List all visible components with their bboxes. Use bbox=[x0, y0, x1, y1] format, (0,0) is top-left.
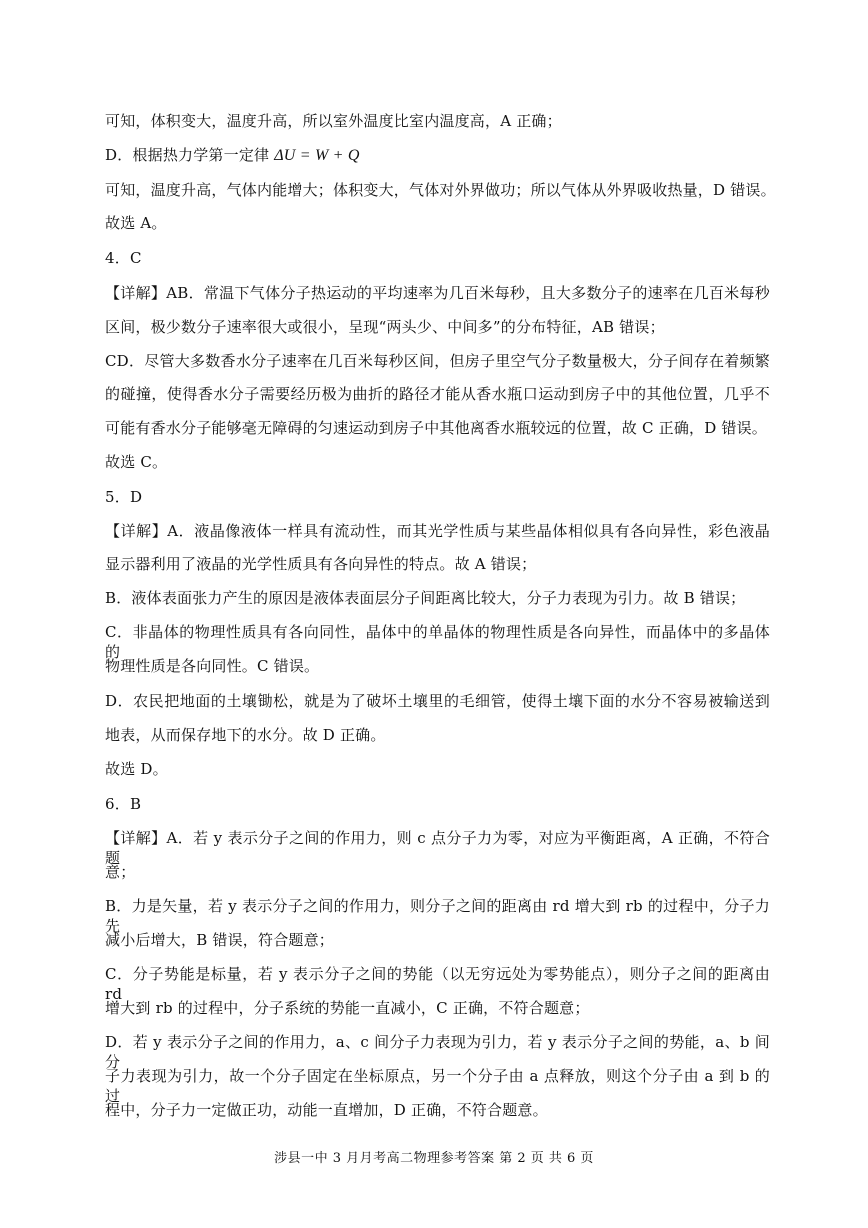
text-line: 增大到 rb 的过程中，分子系统的势能一直减小，C 正确，不符合题意； bbox=[105, 999, 590, 1017]
answer-heading: 6．B bbox=[105, 795, 142, 813]
text-line: C．分子势能是标量，若 y 表示分子之间的势能（以无穷远处为零势能点），则分子之间的距离由 rd bbox=[105, 965, 770, 1003]
formula: ΔU = W + Q bbox=[274, 147, 360, 164]
text-line: 【详解】AB．常温下气体分子热运动的平均速率为几百米每秒，且大多数分子的速率在几百米每秒 bbox=[105, 284, 770, 302]
page-footer: 涉县一中 3 月月考高二物理参考答案 第 2 页 共 6 页 bbox=[274, 1151, 594, 1166]
text-line: 故选 D。 bbox=[105, 760, 168, 778]
text-line: D．农民把地面的土壤锄松，就是为了破坏土壤里的毛细管，使得土壤下面的水分不容易被输送到 bbox=[105, 692, 770, 710]
text-line: 减小后增大，B 错误，符合题意； bbox=[105, 931, 334, 949]
text-line: 地表，从而保存地下的水分。故 D 正确。 bbox=[105, 726, 386, 744]
text-line: 程中，分子力一定做正功，动能一直增加，D 正确，不符合题意。 bbox=[105, 1101, 548, 1119]
text-line: 故选 C。 bbox=[105, 453, 168, 471]
text-line bbox=[105, 145, 770, 166]
text-line: 可能有香水分子能够毫无障碍的匀速运动到房子中其他离香水瓶较远的位置，故 C 正确，D 错误。 bbox=[105, 419, 768, 437]
text-line: 物理性质是各向同性。C 错误。 bbox=[105, 657, 320, 675]
text-line: 可知，温度升高，气体内能增大；体积变大，气体对外界做功；所以气体从外界吸收热量，D 错误。 bbox=[105, 181, 776, 199]
text-line: 子力表现为引力，故一个分子固定在坐标原点，另一个分子由 a 点释放，则这个分子由 a 到 b 的过 bbox=[105, 1067, 770, 1105]
text-line: 区间，极少数分子速率很大或很小，呈现“两头少、中间多”的分布特征，AB 错误； bbox=[105, 318, 665, 336]
text-line: CD．尽管大多数香水分子速率在几百米每秒区间，但房子里空气分子数量极大，分子间存在着频繁 bbox=[105, 352, 770, 370]
text-line: 的碰撞，使得香水分子需要经历极为曲折的路径才能从香水瓶口运动到房子中的其他位置，几乎不 bbox=[105, 385, 770, 403]
text-line: 【详解】A．液晶像液体一样具有流动性，而其光学性质与某些晶体相似具有各向异性，彩色液晶 bbox=[105, 522, 770, 540]
text-line: 意； bbox=[105, 863, 136, 881]
text-line: B．液体表面张力产生的原因是液体表面层分子间距离比较大，分子力表现为引力。故 B 错误； bbox=[105, 589, 746, 607]
text-line: 显示器利用了液晶的光学性质具有各向异性的特点。故 A 错误； bbox=[105, 555, 537, 573]
text-line: D．若 y 表示分子之间的作用力，a、c 间分子力表现为引力，若 y 表示分子之间的势能，a、b 间分 bbox=[105, 1033, 770, 1071]
answer-heading: 5．D bbox=[105, 488, 143, 506]
text-line: B．力是矢量，若 y 表示分子之间的作用力，则分子之间的距离由 rd 增大到 rb 的过程中，分子力先 bbox=[105, 897, 770, 935]
text-line: 可知，体积变大，温度升高，所以室外温度比室内温度高，A 正确； bbox=[105, 112, 562, 130]
text-line: 【详解】A．若 y 表示分子之间的作用力，则 c 点分子力为零，对应为平衡距离，A 正确，不符合题 bbox=[105, 829, 770, 867]
text-line: C．非晶体的物理性质具有各向同性，晶体中的单晶体的物理性质是各向异性，而晶体中的多晶体的 bbox=[105, 623, 770, 661]
text-fragment: D．根据热力学第一定律 bbox=[105, 146, 270, 164]
answer-heading: 4．C bbox=[105, 249, 142, 267]
text-line: 故选 A。 bbox=[105, 214, 167, 232]
